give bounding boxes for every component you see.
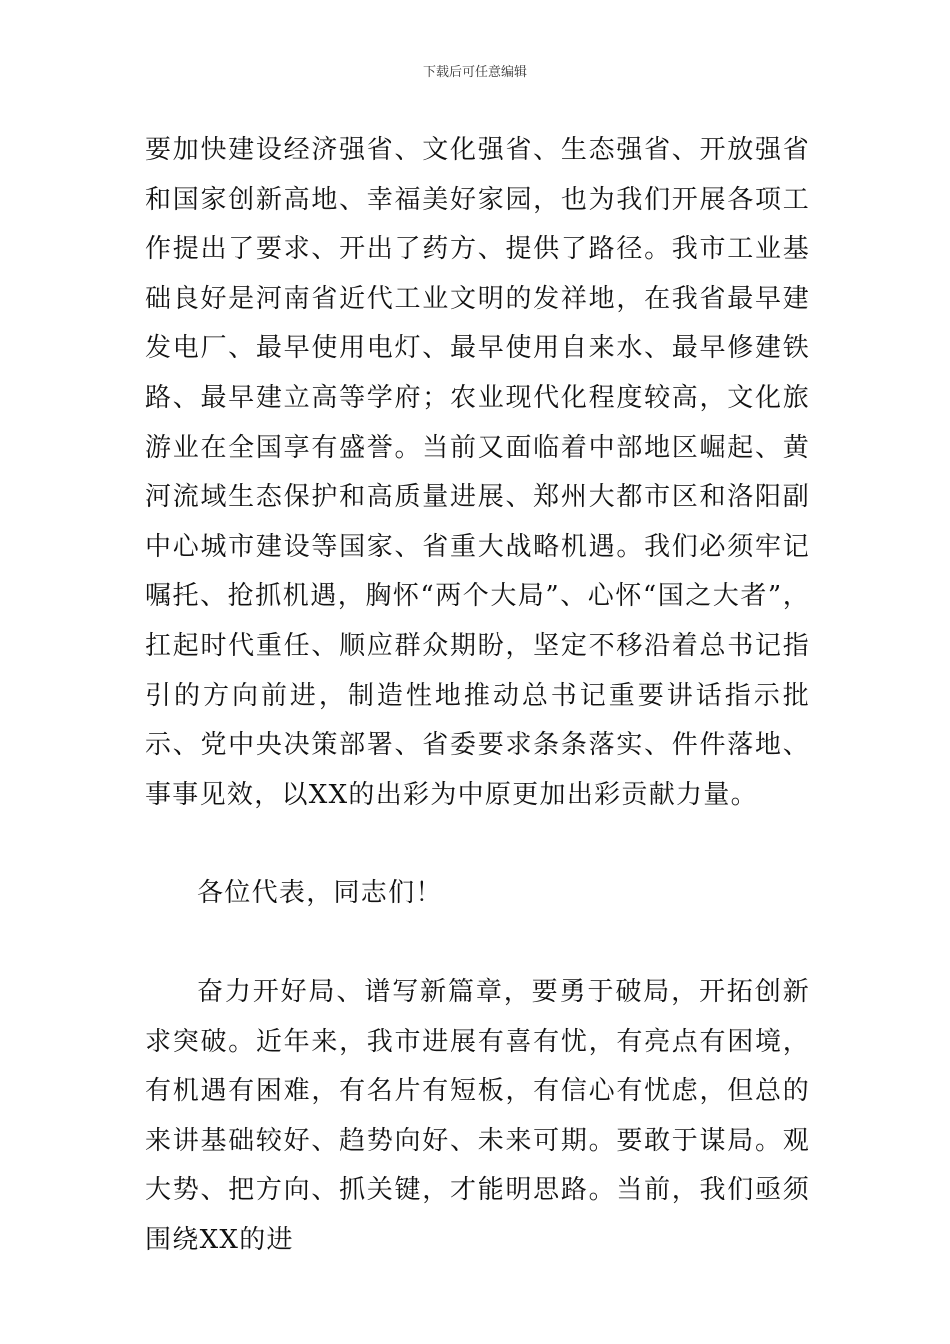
paragraph-1: 要加快建设经济强省、文化强省、生态强省、开放强省和国家创新高地、幸福美好家园，也为我们开展各项工作提出了要求、开出了药方、提供了路径。我市工业基础良好是河南省近代工业文明的发祥地，在我省最早建发电厂、最早使用电灯、最早使用自来水、最早修建铁路、最早建立高等学府；农业现代化程度较高，文化旅游业在全国享有盛誉。当前又面临着中部地区崛起、黄河流域生态保护和高质量进展、郑州大都市区和洛阳副中心城市建设等国家、省重大战略机遇。我们必须牢记嘱托、抢抓机遇，胸怀“两个大局”、心怀“国之大者”，扛起时代重任、顺应群众期盼，坚定不移沿着总书记指引的方向前进，制造性地推动总书记重要讲话指示批示、党中央决策部署、省委要求条条落实、件件落地、事事见效，以XX的出彩为中原更加出彩贡献力量。	[145, 135, 810, 810]
paragraph-greeting: 各位代表，同志们！	[197, 878, 443, 909]
paragraph-3: 奋力开好局、谱写新篇章，要勇于破局，开拓创新求突破。近年来，我市进展有喜有忧，有亮点有困境，有机遇有困难，有名片有短板，有信心有忧虑，但总的来讲基础较好、趋势向好、未来可期。要敢于谋局。观大势、把方向、抓关键，才能明思路。当前，我们亟须围绕XX的进	[145, 976, 810, 1255]
document-body	[145, 126, 810, 1265]
page-header: 下载后可任意编辑	[422, 65, 527, 80]
